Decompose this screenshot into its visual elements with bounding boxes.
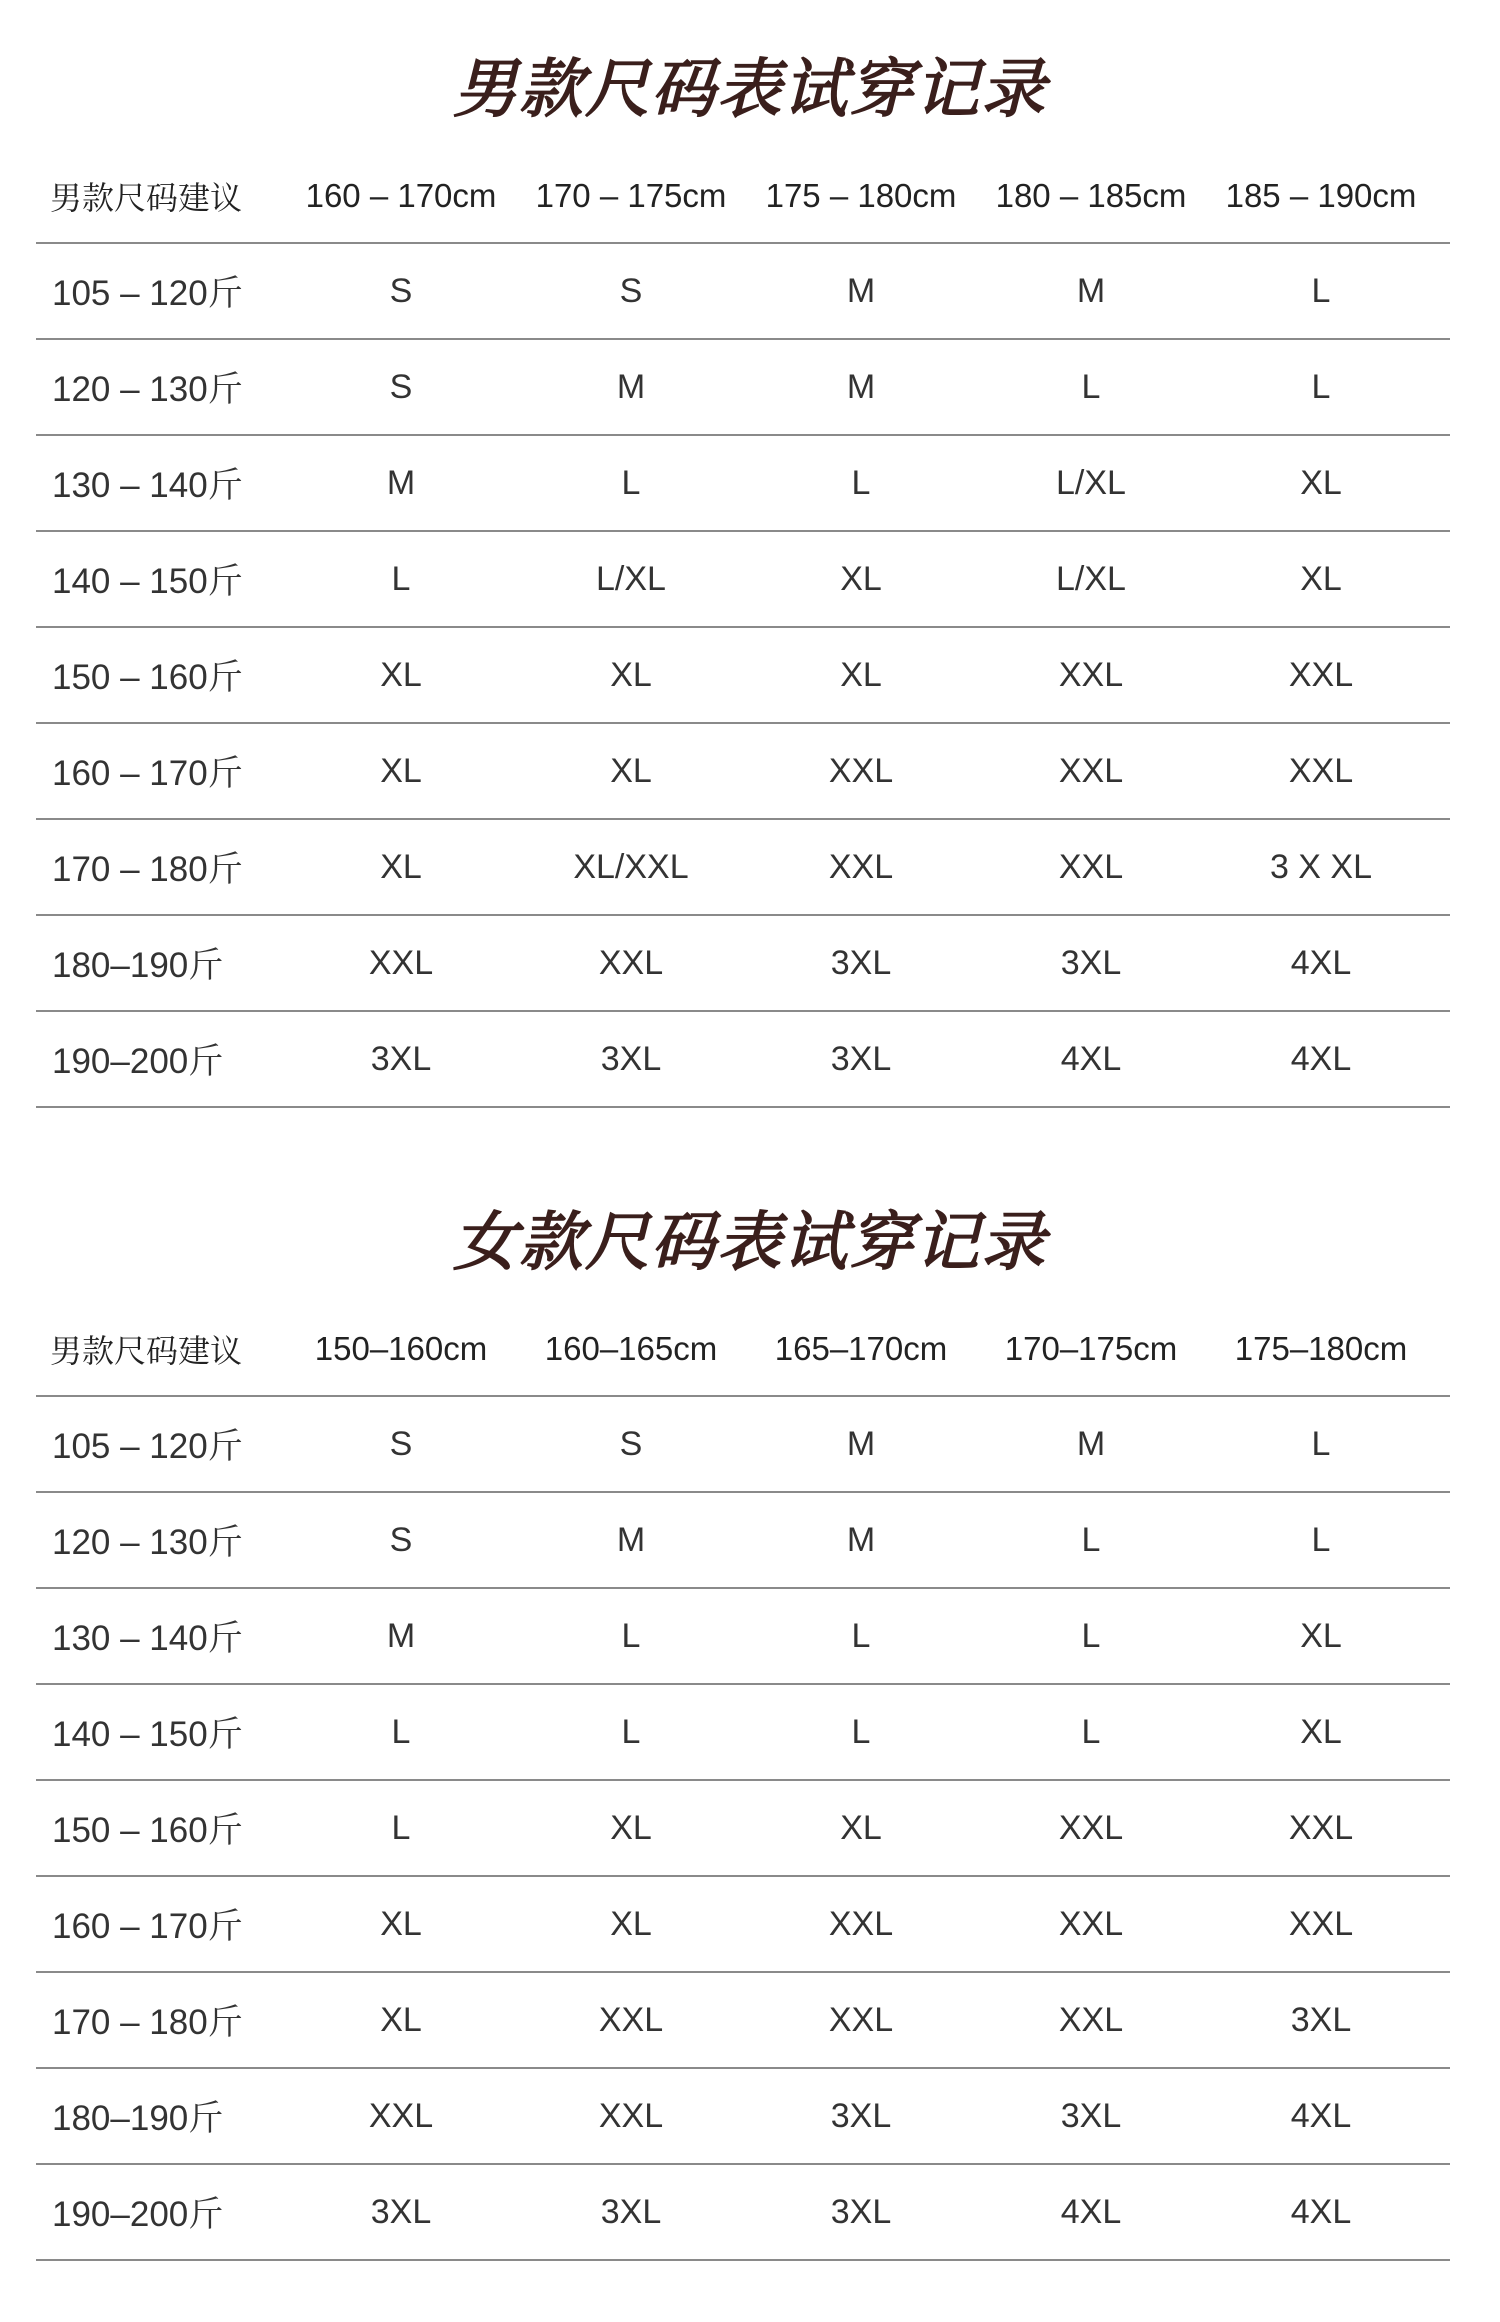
size-cell: L (851, 1712, 871, 1751)
size-cell: L (1311, 367, 1331, 406)
size-cell: L (621, 1712, 641, 1751)
size-cell: 3XL (1060, 2096, 1122, 2135)
size-cell: L (391, 1808, 411, 1847)
table-row (36, 724, 1450, 820)
weight-label: 120 – 130斤 (52, 1523, 243, 1562)
women-header-label: 男款尺码建议 (50, 1332, 243, 1370)
size-cell: M (846, 271, 876, 310)
size-cell: L (1081, 1712, 1101, 1751)
size-cell: M (1076, 1424, 1106, 1463)
table-row (36, 340, 1450, 436)
size-cell: 4XL (1060, 2192, 1122, 2231)
weight-label: 105 – 120斤 (52, 1427, 243, 1466)
size-cell: XXL (598, 2000, 664, 2039)
men-header-height: 185 – 190cm (1225, 177, 1417, 214)
size-cell: XL (380, 1904, 422, 1943)
weight-label: 160 – 170斤 (52, 1907, 243, 1946)
size-cell: 4XL (1290, 943, 1352, 982)
weight-label: 160 – 170斤 (52, 754, 243, 793)
size-cell: XL (380, 655, 422, 694)
size-cell: XL (610, 1808, 652, 1847)
size-cell: XXL (1058, 847, 1124, 886)
size-cell: S (619, 1424, 643, 1463)
size-cell: XL (610, 751, 652, 790)
size-cell: XL (610, 1904, 652, 1943)
weight-label: 140 – 150斤 (52, 1715, 243, 1754)
size-cell: XXL (828, 751, 894, 790)
men-header-height: 170 – 175cm (535, 177, 727, 214)
women-table-header (36, 1303, 1450, 1397)
table-row (36, 2069, 1450, 2165)
size-cell: 4XL (1290, 2096, 1352, 2135)
table-row (36, 1781, 1450, 1877)
table-row (36, 628, 1450, 724)
size-cell: L (1081, 367, 1101, 406)
size-cell: 4XL (1290, 2192, 1352, 2231)
table-row (36, 244, 1450, 340)
size-cell: XL (1300, 463, 1342, 502)
size-cell: 3XL (600, 1039, 662, 1078)
size-cell: S (389, 271, 413, 310)
size-cell: XL (1300, 1616, 1342, 1655)
size-cell: XXL (1288, 655, 1354, 694)
table-row (36, 820, 1450, 916)
size-cell: XXL (1058, 1904, 1124, 1943)
size-cell: L/XL (596, 559, 666, 598)
women-size-table (36, 1303, 1450, 2261)
size-cell: L (1311, 1424, 1331, 1463)
table-row (36, 1877, 1450, 1973)
weight-label: 130 – 140斤 (52, 466, 243, 505)
size-cell: 3XL (1290, 2000, 1352, 2039)
size-cell: XL (380, 751, 422, 790)
men-table-header (36, 150, 1450, 244)
size-cell: XXL (828, 847, 894, 886)
weight-label: 190–200斤 (52, 2195, 224, 2234)
size-cell: XXL (1058, 1808, 1124, 1847)
weight-label: 170 – 180斤 (52, 2003, 243, 2042)
size-cell: 3XL (830, 1039, 892, 1078)
weight-label: 120 – 130斤 (52, 370, 243, 409)
weight-label: 180–190斤 (52, 2099, 224, 2138)
men-section-title: 男款尺码表试穿记录 (453, 53, 1047, 127)
size-cell: XL (840, 1808, 882, 1847)
size-cell: 3XL (830, 943, 892, 982)
size-cell: 3 X XL (1269, 847, 1373, 886)
size-cell: M (616, 367, 646, 406)
size-cell: L/XL (1056, 559, 1126, 598)
size-cell: M (846, 367, 876, 406)
size-cell: L (621, 463, 641, 502)
size-cell: XXL (828, 2000, 894, 2039)
size-cell: 4XL (1290, 1039, 1352, 1078)
size-cell: L (621, 1616, 641, 1655)
size-cell: 4XL (1060, 1039, 1122, 1078)
size-cell: L (1311, 271, 1331, 310)
men-header-height: 175 – 180cm (765, 177, 957, 214)
women-header-height: 165–170cm (774, 1330, 948, 1367)
size-cell: XXL (1058, 751, 1124, 790)
table-row (36, 1012, 1450, 1108)
size-cell: L/XL (1056, 463, 1126, 502)
size-cell: XL (380, 2000, 422, 2039)
table-row (36, 436, 1450, 532)
weight-label: 130 – 140斤 (52, 1619, 243, 1658)
women-header-height: 175–180cm (1234, 1330, 1408, 1367)
men-header-height: 180 – 185cm (995, 177, 1187, 214)
table-row (36, 2165, 1450, 2261)
table-row (36, 532, 1450, 628)
size-cell: XXL (1058, 655, 1124, 694)
size-cell: XXL (1058, 2000, 1124, 2039)
weight-label: 140 – 150斤 (52, 562, 243, 601)
size-cell: M (846, 1520, 876, 1559)
size-cell: 3XL (1060, 943, 1122, 982)
table-row (36, 1493, 1450, 1589)
size-cell: XXL (1288, 1808, 1354, 1847)
table-row (36, 1685, 1450, 1781)
size-cell: L (391, 1712, 411, 1751)
size-cell: L (391, 559, 411, 598)
size-cell: XXL (598, 943, 664, 982)
size-cell: L (851, 463, 871, 502)
weight-label: 170 – 180斤 (52, 850, 243, 889)
weight-label: 190–200斤 (52, 1042, 224, 1081)
women-header-height: 170–175cm (1004, 1330, 1178, 1367)
weight-label: 180–190斤 (52, 946, 224, 985)
size-cell: XXL (828, 1904, 894, 1943)
weight-label: 150 – 160斤 (52, 1811, 243, 1850)
size-cell: S (389, 1424, 413, 1463)
size-cell: XL (840, 559, 882, 598)
size-cell: M (1076, 271, 1106, 310)
size-cell: 3XL (600, 2192, 662, 2231)
size-cell: M (846, 1424, 876, 1463)
size-cell: XL (1300, 559, 1342, 598)
size-cell: XXL (368, 2096, 434, 2135)
size-cell: 3XL (370, 1039, 432, 1078)
size-cell: XXL (1288, 1904, 1354, 1943)
size-cell: XXL (368, 943, 434, 982)
size-cell: M (386, 463, 416, 502)
size-cell: 3XL (830, 2096, 892, 2135)
size-cell: XL (610, 655, 652, 694)
size-cell: L (1081, 1616, 1101, 1655)
table-row (36, 916, 1450, 1012)
men-header-label: 男款尺码建议 (50, 179, 243, 217)
women-header-height: 150–160cm (314, 1330, 488, 1367)
women-section-title: 女款尺码表试穿记录 (453, 1206, 1047, 1280)
size-cell: M (616, 1520, 646, 1559)
size-cell: XXL (598, 2096, 664, 2135)
size-cell: L (851, 1616, 871, 1655)
size-cell: 3XL (370, 2192, 432, 2231)
men-size-table (36, 150, 1450, 1108)
men-header-height: 160 – 170cm (305, 177, 497, 214)
size-cell: XL (840, 655, 882, 694)
size-cell: S (389, 367, 413, 406)
size-cell: M (386, 1616, 416, 1655)
table-row (36, 1589, 1450, 1685)
size-cell: 3XL (830, 2192, 892, 2231)
size-cell: L (1081, 1520, 1101, 1559)
size-cell: L (1311, 1520, 1331, 1559)
size-cell: XL (380, 847, 422, 886)
table-row (36, 1397, 1450, 1493)
weight-label: 105 – 120斤 (52, 274, 243, 313)
weight-label: 150 – 160斤 (52, 658, 243, 697)
table-row (36, 1973, 1450, 2069)
size-cell: S (389, 1520, 413, 1559)
size-cell: XL/XXL (573, 847, 689, 886)
size-cell: S (619, 271, 643, 310)
size-cell: XL (1300, 1712, 1342, 1751)
women-header-height: 160–165cm (544, 1330, 718, 1367)
size-cell: XXL (1288, 751, 1354, 790)
